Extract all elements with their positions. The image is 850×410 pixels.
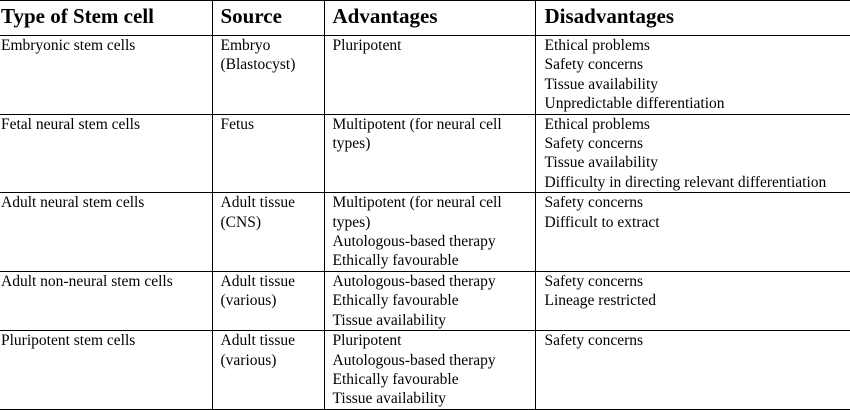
cell-source <box>212 114 324 193</box>
cell-advantages <box>324 271 535 330</box>
cell-advantages <box>324 331 535 410</box>
cell-text: Adult tissue <box>221 331 324 350</box>
cell-text: Adult tissue <box>221 272 324 291</box>
cell-text: Multipotent (for neural cell <box>333 193 535 212</box>
cell-text: Safety concerns <box>545 272 850 291</box>
header-row <box>0 1 850 36</box>
header-disadvantages: Disadvantages <box>535 1 850 36</box>
cell-text: Autologous-based therapy <box>333 232 535 251</box>
cell-text: Pluripotent <box>333 36 535 55</box>
header-type: Type of Stem cell <box>0 1 212 36</box>
cell-disadvantages <box>535 114 850 193</box>
cell-text: types) <box>333 134 535 153</box>
cell-text: Ethical problems <box>545 115 850 134</box>
cell-advantages <box>324 114 535 193</box>
cell-text: Embryo <box>221 36 324 55</box>
cell-advantages <box>324 193 535 272</box>
table-row <box>0 36 850 115</box>
header-advantages: Advantages <box>324 1 535 36</box>
cell-text: Ethically favourable <box>333 291 535 310</box>
cell-text: Ethical problems <box>545 36 850 55</box>
cell-text: (Blastocyst) <box>221 55 324 74</box>
table-row <box>0 114 850 193</box>
cell-type <box>0 271 212 330</box>
cell-type <box>0 114 212 193</box>
cell-text: Pluripotent stem cells <box>1 331 212 350</box>
cell-advantages <box>324 36 535 115</box>
cell-text: Multipotent (for neural cell <box>333 115 535 134</box>
cell-text: Tissue availability <box>545 75 850 94</box>
cell-type <box>0 193 212 272</box>
cell-text: Tissue availability <box>545 153 850 172</box>
cell-disadvantages <box>535 271 850 330</box>
cell-text: Difficult to extract <box>545 213 850 232</box>
cell-text: Autologous-based therapy <box>333 351 535 370</box>
cell-type <box>0 36 212 115</box>
cell-text: Safety concerns <box>545 55 850 74</box>
cell-disadvantages <box>535 331 850 410</box>
cell-source <box>212 271 324 330</box>
cell-text: Pluripotent <box>333 331 535 350</box>
cell-text: Safety concerns <box>545 134 850 153</box>
cell-text: Safety concerns <box>545 331 850 350</box>
table-row <box>0 331 850 410</box>
cell-text: (CNS) <box>221 213 324 232</box>
cell-text: Autologous-based therapy <box>333 272 535 291</box>
cell-text: Adult neural stem cells <box>1 193 212 212</box>
cell-text: Ethically favourable <box>333 370 535 389</box>
cell-source <box>212 36 324 115</box>
cell-text: Difficulty in directing relevant differentiation <box>545 173 850 192</box>
cell-text: Safety concerns <box>545 193 850 212</box>
cell-text: Adult tissue <box>221 193 324 212</box>
cell-text: Fetal neural stem cells <box>1 115 212 134</box>
cell-disadvantages <box>535 36 850 115</box>
cell-text: Tissue availability <box>333 311 535 330</box>
table-row <box>0 271 850 330</box>
cell-text: Fetus <box>221 115 324 134</box>
header-source: Source <box>212 1 324 36</box>
cell-text: types) <box>333 213 535 232</box>
cell-text: Ethically favourable <box>333 251 535 270</box>
cell-disadvantages <box>535 193 850 272</box>
cell-type <box>0 331 212 410</box>
cell-source <box>212 331 324 410</box>
cell-text: (various) <box>221 351 324 370</box>
cell-text: Embryonic stem cells <box>1 36 212 55</box>
table-row <box>0 193 850 272</box>
cell-text: Unpredictable differentiation <box>545 94 850 113</box>
cell-text: Tissue availability <box>333 389 535 408</box>
cell-source <box>212 193 324 272</box>
cell-text: Adult non-neural stem cells <box>1 272 212 291</box>
cell-text: Lineage restricted <box>545 291 850 310</box>
cell-text: (various) <box>221 291 324 310</box>
